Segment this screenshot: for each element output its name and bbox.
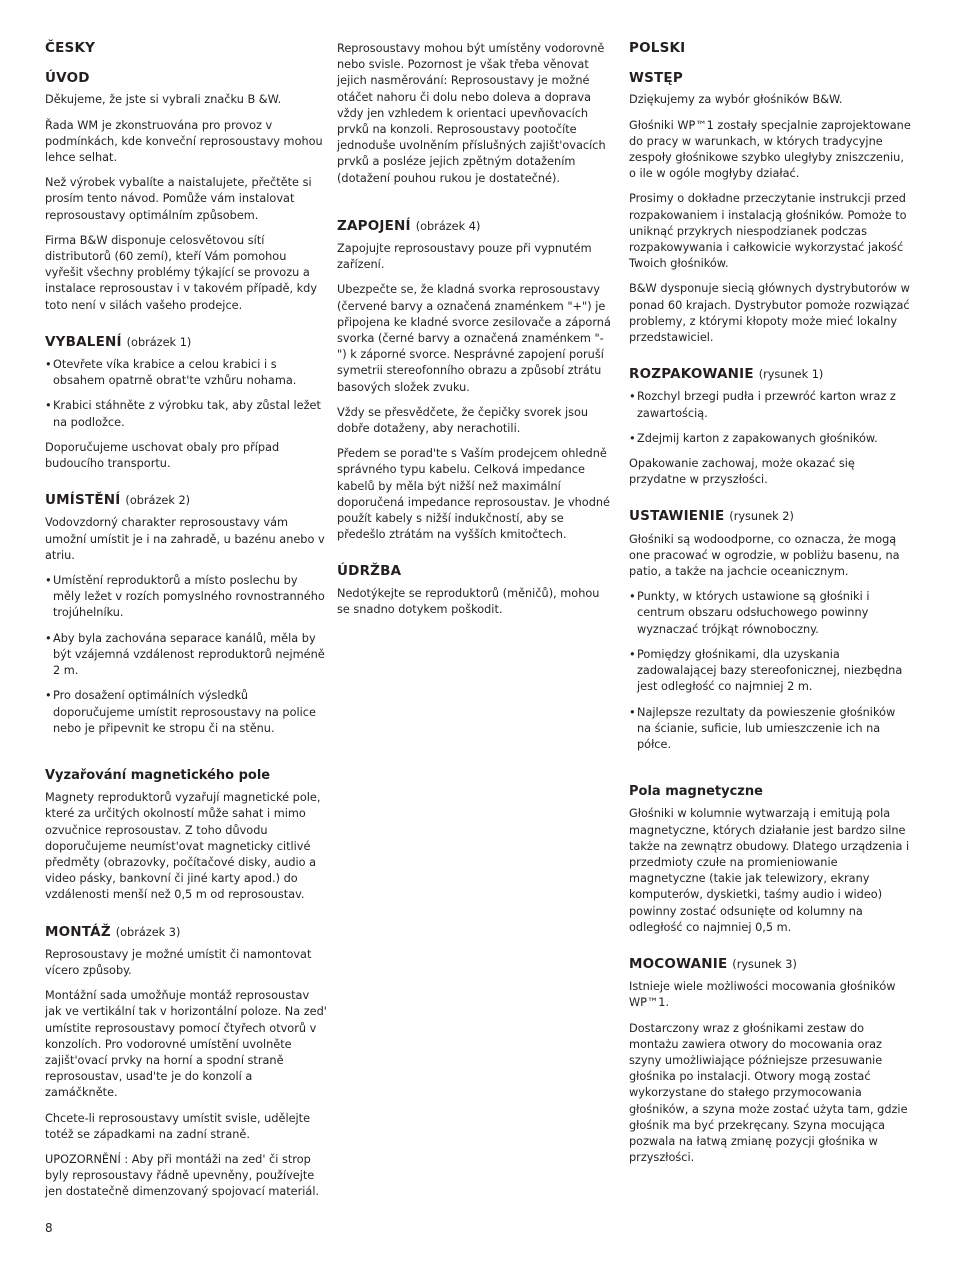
section-title: USTAWIENIE (rysunek 2) <box>629 508 794 525</box>
page-number: 8 <box>45 1221 53 1235</box>
paragraph: Ubezpečte se, že kladná svorka reprosoustavy (červené barvy a označená znaménkem "+") je připojena ke kladné svorce zesilovače a záporná svorka (černé barvy a označená znaménkem "-") k záporné svorce. Nesprávné zapojení poruší symetrii stereofonního obrazu a způsobí ztrátu basových složek zvuku. <box>337 283 611 394</box>
paragraph: Opakowanie zachowaj, może okazać się przydatne w przyszłości. <box>629 457 855 487</box>
figure-reference: (obrázek 1) <box>126 335 192 349</box>
list-item: • Aby byla zachována separace kanálů, měla by být vzájemná vzdálenost reproduktorů nejméně 2 m. <box>45 631 327 680</box>
paragraph: Zapojujte reprosoustavy pouze při vypnutém zařízení. <box>337 242 592 272</box>
section-title: MOCOWANIE (rysunek 3) <box>629 955 797 972</box>
paragraph: Istnieje wiele możliwości mocowania głośników WP™1. <box>629 980 896 1010</box>
figure-reference: (rysunek 3) <box>732 957 797 971</box>
section-title: UMÍSTĚNÍ (obrázek 2) <box>45 492 191 509</box>
paragraph: Prosimy o dokładne przeczytanie instrukcji przed rozpakowaniem i instalacją głośników. Pomoże to uniknąć przykrych niespodzianek podczas rozpakowywania i całkowicie wykorzystać jakość Twoich głośników. <box>629 192 907 271</box>
list-item: • Umístění reproduktorů a místo poslechu by měly ležet v rozích pomyslného rovnostranného trojúhelníku. <box>45 573 327 622</box>
paragraph: Vždy se přesvědčete, že čepičky svorek jsou dobře dotaženy, aby nerachotili. <box>337 405 589 436</box>
list-item: • Krabici stáhněte z výrobku tak, aby zůstal ležet na podložce. <box>45 398 327 430</box>
paragraph: Dostarczony wraz z głośnikami zestaw do montażu zawiera otwory do mocowania oraz szyny umożliwiające późniejsze przesuwanie głośnika po instalacji. Otwory mogą zostać wykorzystane do stałego przymocowania głośników, a szyna może zostać użyta tam, gdzie głośnik ma być przekręcany. Szyna mocująca pozwala na łatwą zmianę pozycji głośnika w przyszłości. <box>629 1021 908 1165</box>
paragraph: Vodovzdorný charakter reprosoustavy vám umožní umístit je i na zahradě, u bazénu anebo v atriu. <box>45 516 325 562</box>
language-heading: ČESKY <box>45 40 96 56</box>
column-czech <box>45 40 327 1210</box>
paragraph: Doporučujeme uschovat obaly pro případ budoucího transportu. <box>45 440 280 471</box>
paragraph: Reprosoustavy je možné umístit či namontovat vícero způsoby. <box>45 947 312 977</box>
section-title: VYBALENÍ (obrázek 1) <box>45 333 192 350</box>
language-heading: POLSKI <box>629 40 686 56</box>
section-title: ZAPOJENÍ (obrázek 4) <box>337 217 481 234</box>
section-title: MONTÁŽ (obrázek 3) <box>45 923 181 940</box>
paragraph: Děkujeme, že jste si vybrali značku B &W. <box>45 93 282 107</box>
paragraph: Než výrobek vybalíte a naistalujete, přečtěte si prosím tento návod. Pomůže vám instalovat reprosoustavy optimálním způsobem. <box>45 176 312 222</box>
paragraph: Firma B&W disponuje celosvětovou sítí distributorů (60 zemí), kteří Vám pomohou vyřešit všechny problémy týkající se provozu a instalace reprosoustav i v takovém případě, kdy toto není v silách vašeho prodejce. <box>45 233 318 312</box>
section-title: WSTĘP <box>629 70 683 87</box>
paragraph: Głośniki są wodoodporne, co oznacza, że mogą one pracować w ogrodzie, w pobliżu basenu, na patio, a także na jachcie oceanicznym. <box>629 532 900 579</box>
list-item: • Punkty, w których ustawione są głośniki i centrum obszaru odsłuchowego powinny wyznaczać trójkąt równoboczny. <box>629 589 911 638</box>
paragraph: UPOZORNĚNÍ : Aby při montáži na zed' či strop byly reprosoustavy řádně upevněny, používejte jen dostatečně dimenzovaný spojovací materiál. <box>45 1152 320 1199</box>
list-item: • Pomiędzy głośnikami, dla uzyskania zadowalającej bazy stereofonicznej, niezbędna jest odległość co najmniej 2 m. <box>629 647 911 696</box>
paragraph: Magnety reproduktorů vyzařují magnetické pole, které za určitých okolností může sahat i mimo ozvučnice reprosoustav. Z toho důvodu doporučujeme neumíst'ovat magneticky citlivé předměty (obrazovky, počítačové disky, audio a video pásky, bankovní či jiné karty apod.) do vzdálenosti menší než 0,5 m od reprosoustav. <box>45 791 321 902</box>
column-czech-continued <box>337 41 613 627</box>
paragraph: Řada WM je zkonstruována pro provoz v podmínkách, kde konveční reprosoustavy mohou lehce selhat. <box>45 118 323 165</box>
figure-reference: (rysunek 2) <box>729 510 794 524</box>
paragraph: Głośniki WP™1 zostały specjalnie zaprojektowane do pracy w warunkach, w których tradycyjne zespoły głośnikowe szybko uległyby zniszczeniu, o ile w ogóle mogłyby działać. <box>629 118 911 181</box>
paragraph: Reprosoustavy mohou být umístěny vodorovně nebo svisle. Pozornost je však třeba věnovat jejich nasměrování: Reprosoustavy je možné otáčet nahoru či dolu nebo doleva a doprava vždy jen vzhledem k orientaci upevňovacích prvků na konzoli. Reprosoustavy pootočíte jednoduše uvolněním příslušných zajišt'ovacích prvků a posléze jejich zpětným dotažením (dotažení pouhou rukou je dostatečné). <box>337 42 606 185</box>
paragraph: Głośniki w kolumnie wytwarzają i emitują pola magnetyczne, których działanie jest bardzo silne także na zewnątrz obudowy. Dlatego urządzenia i przedmioty czułe na promieniowanie magnetyczne (takie jak telewizory, ekrany komputerów, dyskietki, taśmy audio i wideo) powinny zostać odsunięte od kolumny na odległość co najmniej 0,5 m. <box>629 807 910 934</box>
paragraph: Chcete-li reprosoustavy umístit svisle, udělejte totéž se západkami na zadní straně. <box>45 1111 311 1141</box>
section-title: ROZPAKOWANIE (rysunek 1) <box>629 366 824 383</box>
list-item: • Pro dosažení optimálních výsledků doporučujeme umístit reprosoustavy na police nebo je připevnit ke stropu či na stěnu. <box>45 688 327 737</box>
list-item: • Zdejmij karton z zapakowanych głośników. <box>629 431 911 447</box>
paragraph: Montážní sada umožňuje montáž reprosoustav jak ve vertikální tak v horizontální poloze. Na zed' umístite reprosoustavy pomocí čtyřech otvorů v konzolích. Pro vodorovné umístění uvolněte zajišt'ovací prvky na horní a spodní straně reprosoustav, usad'te je do konzolí a zamáčkněte. <box>45 989 327 1100</box>
paragraph: Dziękujemy za wybór głośników B&W. <box>629 93 843 107</box>
figure-reference: (obrázek 2) <box>125 494 191 508</box>
figure-reference: (rysunek 1) <box>758 368 824 382</box>
list-item: • Najlepsze rezultaty da powieszenie głośników na ścianie, suficie, lub umieszczenie ich na półce. <box>629 705 911 754</box>
section-title: ÚVOD <box>45 70 90 87</box>
list-item: • Otevřete víka krabice a celou krabici i s obsahem opatrně obrat'te vzhůru nohama. <box>45 357 327 389</box>
figure-reference: (obrázek 3) <box>115 925 181 939</box>
paragraph: Nedotýkejte se reproduktorů (měničů), mohou se snadno dotykem poškodit. <box>337 586 600 616</box>
paragraph: B&W dysponuje siecią głównych dystrybutorów w ponad 60 krajach. Dystrybutor pomoże rozwiązać problemy, z którymi kłopoty może mieć lokalny przedstawiciel. <box>629 282 910 345</box>
paragraph: Předem se porad'te s Vaším prodejcem ohledně správného typu kabelu. Celková impedance kabelů by měla být nižší než maximální doporučená impedance reprosoustav. Je vhodné použít kabely s nižší indukčností, aby se předešlo ztrátám na vyšších kmitočtech. <box>337 447 610 542</box>
section-title: Vyzařování magnetického pole <box>45 767 271 783</box>
section-title: Pola magnetyczne <box>629 784 763 800</box>
column-polish <box>629 40 911 1175</box>
list-item: • Rozchyl brzegi pudła i przewróć karton wraz z zawartością. <box>629 389 911 421</box>
section-title: ÚDRŽBA <box>337 563 402 580</box>
figure-reference: (obrázek 4) <box>415 219 481 233</box>
